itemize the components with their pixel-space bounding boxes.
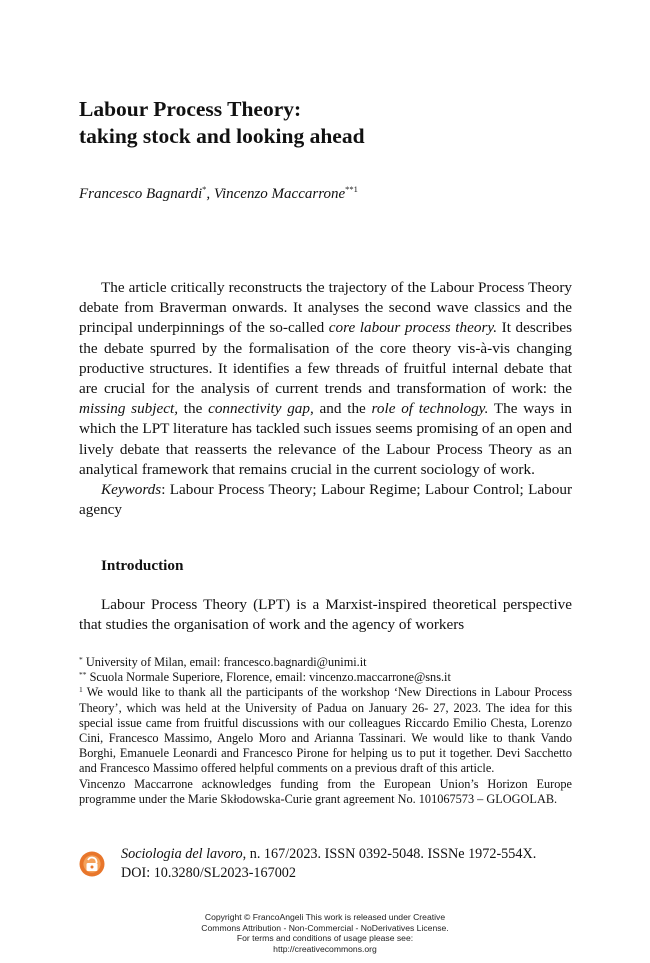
footnote-marker[interactable]: * (202, 184, 207, 194)
abstract-emphasis: core labour process theory. (328, 319, 498, 337)
copyright-line: Copyright © FrancoAngeli This work is released under Creative (204, 912, 446, 922)
copyright-notice (150, 912, 500, 954)
doi[interactable]: DOI: 10.3280/SL2023-167002 (121, 865, 296, 881)
abstract-text: the (178, 400, 209, 418)
abstract-text: , and the (309, 400, 372, 418)
journal-citation (121, 845, 536, 883)
abstract-emphasis: missing subject, (79, 400, 178, 418)
journal-name: Sociologia del lavoro (121, 846, 243, 862)
footnote-text: Vincenzo Maccarrone acknowledges funding from the European Union’s Horizon Europe programme under the Marie Skłodowska-Curie grant agreement No. 101067573 – GLOGOLAB. (79, 776, 572, 806)
author-name: Francesco Bagnardi (79, 186, 203, 202)
keywords-text: : Labour Process Theory; Labour Regime; Labour Control; Labour agency (79, 481, 572, 519)
author-list (79, 184, 358, 204)
journal-info (79, 845, 572, 885)
abstract (79, 278, 572, 520)
abstract-emphasis: connectivity gap (208, 400, 310, 418)
keywords-label: Keywords (101, 481, 162, 499)
abstract-emphasis: role of technology. (371, 400, 489, 418)
intro-paragraph: Labour Process Theory (LPT) is a Marxist-inspired theoretical perspective that studies the organisation of work and the agency of workers (79, 596, 572, 634)
footnote-mark: ** (79, 670, 87, 680)
abstract-paragraph (79, 278, 572, 480)
keywords (79, 480, 572, 520)
author-separator: , (206, 186, 214, 202)
copyright-line: Commons Attribution - Non-Commercial - NoDerivatives License. (201, 922, 449, 933)
footnote-mark: 1 (79, 685, 83, 695)
journal-line (121, 845, 536, 864)
footnote-text: University of Milan, email: francesco.bagnardi@unimi.it (82, 655, 367, 669)
creative-commons-link[interactable]: http://creativecommons.org (273, 943, 377, 954)
journal-details: , n. 167/2023. ISSN 0392-5048. ISSNe 1972-554X. (242, 846, 537, 862)
section-heading: Introduction (101, 557, 184, 574)
title-line: taking stock and looking ahead (79, 124, 365, 148)
copyright-line: For terms and conditions of usage please see: (236, 933, 414, 943)
footnotes (79, 655, 572, 807)
footnote (79, 655, 572, 670)
author-name: Vincenzo Maccarrone (213, 186, 346, 202)
footnote-text: Scuola Normale Superiore, Florence, email: vincenzo.maccarrone@sns.it (86, 670, 451, 685)
footnote (79, 685, 572, 776)
intro-section (79, 595, 572, 635)
open-access-logo-icon[interactable] (79, 851, 105, 877)
abstract-text: The article critically reconstructs the trajectory of the Labour Process Theory debate from Braverman onwards. It analyses the second wave classics and the principal underpinnings of the so-called (79, 279, 572, 337)
title-line: Labour Process Theory: (79, 97, 302, 121)
footnote-text: We would like to thank all the participants of the workshop ‘New Directions in Labour Process Theory’, which was held at the University of Padua on January 26- 27, 2023. The idea for this special issue came from fruitful discussions with our colleagues Riccardo Emilio Chesta, Lorenzo Cini, Francesco Massimo, Angelo Moro and Arianna Tassinari. We would like to thank Vando Borghi, Emanuele Leonardi and Francesco Pirone for helping us to put it together. Devi Sacchetto and Francesco Massimo offered helpful comments on a previous draft of this article. (79, 685, 572, 776)
footnote-mark: * (79, 655, 83, 664)
article-title (79, 96, 579, 150)
footnote-marker[interactable]: **1 (345, 184, 358, 194)
abstract-text: It describes the debate spurred by the formalisation of the core theory vis-à-vis changing productive structures. It identifies a few threads of fruitful internal debate that are crucial for the analysis of current trends and transformation of work: the (79, 319, 573, 398)
funding-note (79, 777, 572, 807)
abstract-text: The ways in which the LPT literature has tackled such issues seems promising of an open and lively debate that reasserts the relevance of the Labour Process Theory as an analytical framework that remains crucial in the current sociology of work. (79, 400, 573, 478)
footnote (79, 670, 572, 685)
